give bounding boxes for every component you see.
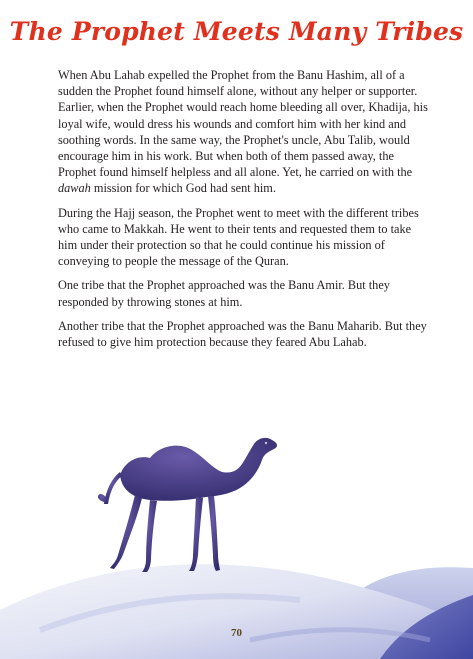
page-title: The Prophet Meets Many Tribes [9,17,464,46]
paragraph-1 [58,67,430,197]
paragraph-4: Another tribe that the Prophet approached was the Banu Maharib. But they refused to give him protection because they feared Abu Lahab. [58,318,427,350]
page-number: 70 [231,627,242,639]
paragraph-1-text-end: mission for which God had sent him. [93,181,276,196]
dawah-word: dawah [58,181,91,196]
paragraph-3: One tribe that the Prophet approached was the Banu Amir. But they responded by throwing stones at him. [58,278,390,309]
camel-desert-illustration [0,400,473,659]
paragraph-1-text: When Abu Lahab expelled the Prophet from the Banu Hashim, all of a sudden the Prophet found himself alone, without any helper or supporter. Earlier, when the Prophet would reach home bleeding all over, Khadija, his loyal wife, would dress his wounds and comfort him with her kind and soothing words. In the same way, the Prophet's uncle, Abu Talib, would encourage him in his work. But when both of them passed away, the Prophet found himself helpless and all alone. Yet, he carried on with the [58,68,428,180]
story-text [58,67,430,358]
camel-figure [98,438,277,572]
paragraph-2: During the Hajj season, the Prophet went to meet with the different tribes who came to Makkah. He went to their tents and requested them to take him under their protection so that he could continue his mission of conveying to people the message of the Quran. [58,205,419,269]
